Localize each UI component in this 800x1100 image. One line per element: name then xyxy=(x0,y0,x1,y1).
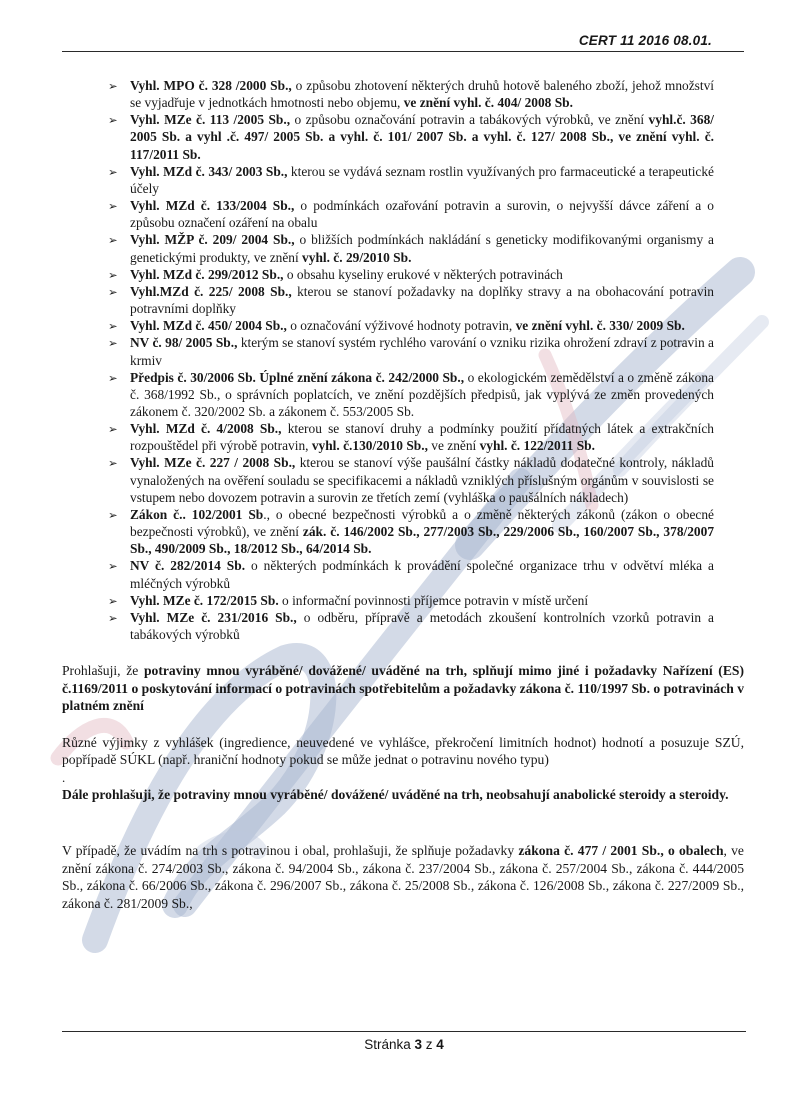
law-list-item-text xyxy=(130,231,744,265)
text-segment: Zákon č.. 102/2001 Sb xyxy=(130,506,264,522)
text-segment: Vyhl. MŽP č. 209/ 2004 Sb., xyxy=(130,232,295,248)
page-total: 4 xyxy=(436,1037,444,1052)
law-list-item-text xyxy=(130,369,744,420)
exceptions-note xyxy=(62,734,744,769)
text-segment: Vyhl. MPO č. 328 /2000 Sb., xyxy=(130,78,292,93)
text-segment: vyhl. č.130/2010 Sb., xyxy=(311,438,428,454)
text-segment: NV č. 98/ 2005 Sb., xyxy=(130,335,238,351)
law-list-item xyxy=(62,592,744,609)
law-list-item xyxy=(62,454,744,505)
text-segment: kterým se stanoví systém rychlého varování o vzniku rizika ohrožení zdraví z potravin a krmiv xyxy=(130,335,714,368)
text-segment: ., o obecné bezpečnosti výrobků a o změně některých zákonů (zákon o obecné bezpečnosti výrobků), ve znění xyxy=(130,506,714,540)
text-segment: zákona č. 477 / 2001 Sb., o obalech xyxy=(518,843,724,859)
text-segment: Vyhl. MZe č. 227 / 2008 Sb., xyxy=(130,455,296,471)
law-list-item-text xyxy=(130,609,744,643)
text-segment: Vyhl. MZd č. 450/ 2004 Sb., xyxy=(130,318,287,334)
text-segment: kterou se stanoví výše paušální částky nákladů dodatečné kontroly, nákladů vynaložených na ověření souladu se specifikacemi a nákladů vzniklých příslušným orgánům v souvislosti se vstupem nebo dovozem potravin a surovin ze třetích zemí (vyhláška o paušálních nákladech) xyxy=(130,455,715,505)
declaration-paragraphs xyxy=(62,662,744,912)
law-list-item-text xyxy=(130,334,744,368)
arrow-bullet-icon: ➢ xyxy=(108,164,118,179)
law-list-item-text xyxy=(130,420,744,454)
arrow-bullet-icon: ➢ xyxy=(108,422,118,437)
text-segment: o označování výživové hodnoty potravin, xyxy=(286,318,516,334)
text-segment: o způsobu zhotovení některých druhů hotově baleného zboží, jehož množství se vyjadřuje v jednotkách hmotnosti nebo objemu, xyxy=(130,78,715,111)
law-list-item-text xyxy=(130,77,744,111)
law-list-item-text xyxy=(130,506,744,557)
text-segment: o obsahu kyseliny erukové v některých potravinách xyxy=(283,266,563,282)
law-list-item xyxy=(62,283,744,317)
text-segment: kterou se vydává seznam rostlin využívaných pro farmaceutické a terapeutické účely xyxy=(130,163,714,196)
law-list-item xyxy=(62,506,744,557)
law-list-item xyxy=(62,266,744,283)
law-list-item-text xyxy=(130,317,744,334)
text-segment: vyhl.č. 368/ 2005 Sb. a vyhl .č. 497/ 2005 Sb. a vyhl. č. 101/ 2007 Sb. a vyhl. č. 127/ 2008 Sb., ve znění vyhl. č. 117/2011 Sb. xyxy=(130,112,714,162)
law-list-item xyxy=(62,77,744,111)
text-segment: potraviny mnou vyráběné/ dovážené/ uváděné na trh, splňují mimo jiné i požadavky Nařízení (ES) č.1169/2011 o poskytování informací o potravinách spotřebitelům a požadavky zákona č. 110/1997 Sb. o potravinách v platném znění xyxy=(62,663,745,714)
law-list-item xyxy=(62,317,744,334)
text-segment: Prohlašuji, že xyxy=(62,663,144,679)
text-segment: Různé výjimky z vyhlášek (ingredience, neuvedené ve vyhlášce, překročení limitních hodnot) hodnotí a posuzuje SZÚ, popřípadě SÚKL (např. hraniční hodnoty pokud se může jednat o potravinu nového typu) xyxy=(62,734,744,768)
text-segment: o odběru, přípravě a metodách zkoušení kontrolních vzorků potravin a tabákových výrobků xyxy=(130,609,714,642)
text-segment: , ve znění zákona č. 274/2003 Sb., zákona č. 94/2004 Sb., zákona č. 237/2004 Sb., zákona č. 257/2004 Sb., zákona č. 444/2005 Sb., zákona č. 66/2006 Sb., zákona č. 296/2007 Sb., zákona č. 25/2008 Sb., zákona č. 126/2008 Sb., zákona č. 227/2009 Sb., zákona č. 281/2009 Sb., xyxy=(62,843,744,911)
arrow-bullet-icon: ➢ xyxy=(108,610,118,625)
text-segment: Vyhl. MZe č. 113 /2005 Sb., xyxy=(130,112,291,128)
text-segment: Předpis č. 30/2006 Sb. Úplné znění zákona č. 242/2000 Sb., xyxy=(130,369,465,385)
text-segment: zák. č. 146/2002 Sb., 277/2003 Sb., 229/2006 Sb., 160/2007 Sb., 378/2007 Sb., 490/2009 Sb., 18/2012 Sb., 64/2014 Sb. xyxy=(130,524,715,557)
arrow-bullet-icon: ➢ xyxy=(108,559,118,574)
arrow-bullet-icon: ➢ xyxy=(108,456,118,471)
arrow-bullet-icon: ➢ xyxy=(108,507,118,522)
text-segment: Vyhl. MZe č. 172/2015 Sb. xyxy=(130,592,279,608)
text-segment: ve znění vyhl. č. 330/ 2009 Sb. xyxy=(515,318,685,334)
text-segment: Vyhl. MZd č. 299/2012 Sb., xyxy=(130,266,284,282)
arrow-bullet-icon: ➢ xyxy=(108,593,118,608)
text-segment: ve znění xyxy=(427,438,480,454)
text-segment: . xyxy=(62,769,66,785)
law-list-item xyxy=(62,420,744,454)
arrow-bullet-icon: ➢ xyxy=(108,319,118,334)
text-segment: Dále prohlašuji, že potraviny mnou vyráběné/ dovážené/ uváděné na trh, neobsahují anabolické steroidy a steroidy. xyxy=(62,786,729,802)
declaration-packaging xyxy=(62,842,744,912)
arrow-bullet-icon: ➢ xyxy=(108,284,118,299)
text-segment: NV č. 282/2014 Sb. xyxy=(130,558,246,574)
text-segment: o informační povinnosti příjemce potravin v místě určení xyxy=(278,592,589,608)
text-segment: Vyhl. MZd č. 343/ 2003 Sb., xyxy=(130,163,288,179)
stray-dot xyxy=(62,769,744,785)
text-segment: Vyhl. MZe č. 231/2016 Sb., xyxy=(130,609,297,625)
law-list-item-text xyxy=(130,454,744,505)
text-segment: kterou se stanoví druhy a podmínky použití přídatných látek a extrakčních rozpouštědel při výrobě potravin, xyxy=(130,421,714,454)
doc-code: CERT 11 2016 08.01. xyxy=(578,33,712,48)
text-segment: V případě, že uvádím na trh s potravinou i obal, prohlašuji, že splňuje požadavky xyxy=(62,843,519,859)
law-list-item xyxy=(62,609,744,643)
text-segment: o bližších podmínkách nakládání s geneticky modifikovanými organismy a genetickými produkty, ve znění xyxy=(130,232,714,265)
text-segment: o některých podmínkách k provádění společné organizace trhu v odvětví mléka a mléčných výrobků xyxy=(130,558,714,591)
law-list-item-text xyxy=(130,163,744,197)
law-list-item xyxy=(62,557,744,591)
text-segment: vyhl. č. 29/2010 Sb. xyxy=(302,249,412,265)
law-list-item xyxy=(62,334,744,368)
law-list-item xyxy=(62,111,744,162)
declaration-food-regulation xyxy=(62,662,744,715)
arrow-bullet-icon: ➢ xyxy=(108,113,118,128)
document-header xyxy=(62,33,744,48)
arrow-bullet-icon: ➢ xyxy=(108,267,118,282)
declaration-steroids xyxy=(62,786,744,804)
law-list-item-text xyxy=(130,266,744,283)
arrow-bullet-icon: ➢ xyxy=(108,79,118,93)
text-segment: o způsobu označování potravin a tabákových výrobků, ve znění xyxy=(290,112,649,128)
law-list-item-text xyxy=(130,111,744,162)
arrow-bullet-icon: ➢ xyxy=(108,370,118,385)
text-segment: o ekologickém zemědělství a o změně zákona č. 368/1992 Sb., o správních poplatcích, ve znění pozdějších předpisů, jak vyplývá ze změn provedených zákonem č. 320/2002 Sb. a zákonem č. 553/2005 Sb. xyxy=(130,369,714,419)
text-segment: o podmínkách ozařování potravin a surovin, o nejvyšší dávce záření a o způsobu označení ozáření na obalu xyxy=(130,198,714,231)
text-segment: Vyhl.MZd č. 225/ 2008 Sb., xyxy=(130,283,292,299)
law-list-item-text xyxy=(130,592,744,609)
footer-rule xyxy=(62,1031,746,1032)
arrow-bullet-icon: ➢ xyxy=(108,199,118,214)
text-segment: Vyhl. MZd č. 133/2004 Sb., xyxy=(130,198,295,214)
text-segment: kterou se stanoví požadavky na doplňky stravy a na obohacování potravin potravními doplňky xyxy=(130,283,714,317)
text-segment: vyhl. č. 122/2011 Sb. xyxy=(479,438,595,454)
law-list-item-text xyxy=(130,283,744,317)
law-list-item xyxy=(62,369,744,420)
header-rule xyxy=(62,51,744,52)
law-list-item xyxy=(62,231,744,265)
arrow-bullet-icon: ➢ xyxy=(108,233,118,248)
law-list xyxy=(62,77,744,643)
law-list-item-text xyxy=(130,197,744,231)
arrow-bullet-icon: ➢ xyxy=(108,336,118,351)
text-segment: ve znění vyhl. č. 404/ 2008 Sb. xyxy=(403,95,573,111)
law-list-item xyxy=(62,197,744,231)
page-label: Stránka xyxy=(364,1037,411,1052)
law-list-item-text xyxy=(130,557,744,591)
law-list-item xyxy=(62,163,744,197)
page-current: 3 xyxy=(414,1037,422,1052)
text-segment: Vyhl. MZd č. 4/2008 Sb., xyxy=(130,421,282,437)
page-separator: z xyxy=(425,1037,433,1052)
page-number xyxy=(62,1037,746,1052)
page-footer xyxy=(62,1031,746,1052)
